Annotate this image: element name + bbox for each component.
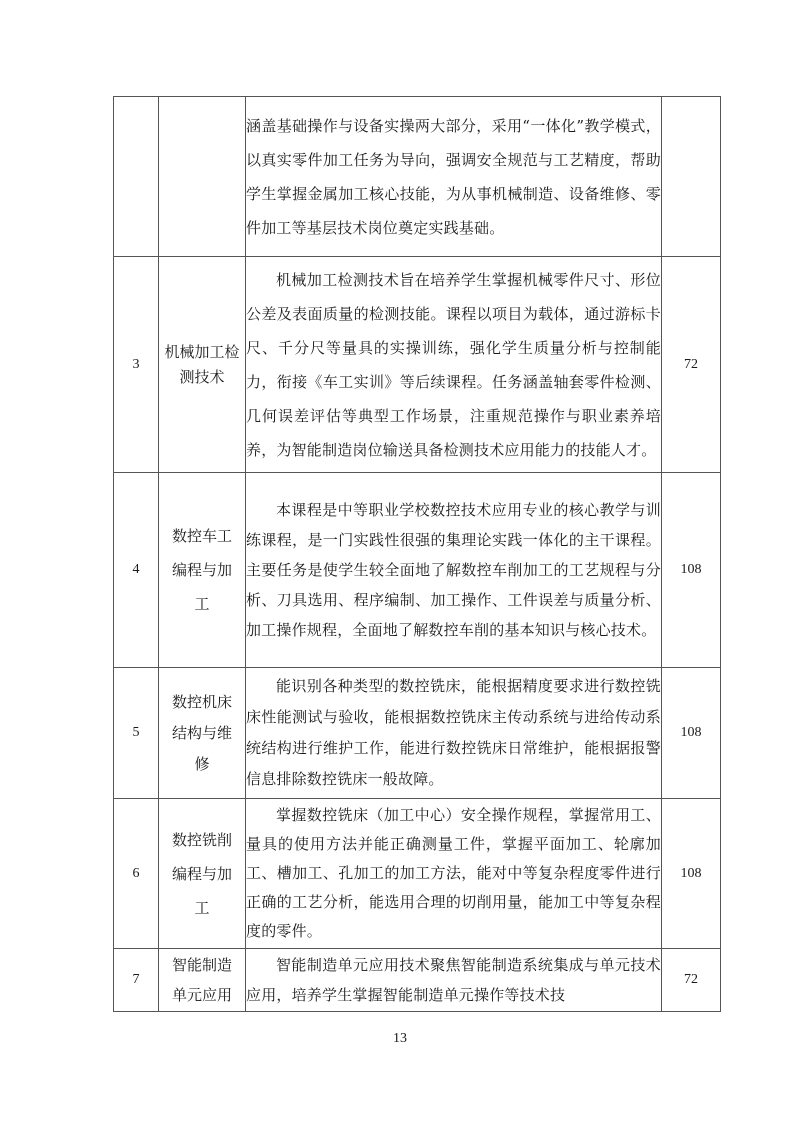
table-row (114, 97, 721, 257)
table-row (114, 668, 721, 799)
page-number: 13 (393, 1031, 407, 1046)
course-number-cell: 4 (114, 473, 159, 668)
course-table (113, 96, 721, 1012)
course-hours-cell: 108 (662, 473, 721, 668)
course-name: 数控车工编程与加工 (171, 527, 232, 613)
course-description: 涵盖基础操作与设备实操两大部分，采用“一体化”教学模式，以真实零件加工任务为导向，强调安全规范与工艺精度，帮助学生掌握金属加工核心技能，为从事机械制造、设备维修、零件加工等基层技术岗位奠定实践基础。 (246, 116, 661, 237)
course-description-cell (246, 97, 662, 257)
course-description: 本课程是中等职业学校数控技术应用专业的核心教学与训练课程，是一门实践性很强的集理论实践一体化的主干课程。主要任务是使学生较全面地了解数控车削加工的工艺规程与分析、刀具选用、程序编制、加工操作、工件误差与质量分析、加工操作规程，全面地了解数控车削的基本知识与核心技术。 (246, 501, 661, 639)
course-number-cell (114, 97, 159, 257)
table-row (114, 949, 721, 1012)
table-row (114, 799, 721, 949)
table-row (114, 473, 721, 668)
course-description: 能识别各种类型的数控铣床，能根据精度要求进行数控铣床性能测试与验收，能根据数控铣床主传动系统与进给传动系统结构进行维护工作，能进行数控铣床日常维护，能根据报警信息排除数控铣床一般故障。 (246, 677, 661, 788)
course-description: 智能制造单元应用技术聚焦智能制造系统集成与单元技术应用，培养学生掌握智能制造单元操作等技术技 (246, 956, 661, 1004)
course-name-cell (159, 799, 246, 949)
course-description-cell (246, 473, 662, 668)
course-hours-cell: 72 (662, 257, 721, 473)
course-number-cell: 6 (114, 799, 159, 949)
course-name: 数控机床结构与维修 (171, 692, 232, 773)
course-name-cell (159, 668, 246, 799)
course-name: 机械加工检测技术 (164, 342, 240, 386)
course-hours-cell: 108 (662, 799, 721, 949)
course-number-cell: 7 (114, 949, 159, 1012)
table-row (114, 257, 721, 473)
course-number-cell: 5 (114, 668, 159, 799)
course-number-cell: 3 (114, 257, 159, 473)
course-name: 智能制造单元应用 (171, 956, 232, 1004)
course-description: 掌握数控铣床（加工中心）安全操作规程，掌握常用工、量具的使用方法并能正确测量工件，掌握平面加工、轮廓加工、槽加工、孔加工的加工方法，能对中等复杂程度零件进行正确的工艺分析，能选用合理的切削用量，能加工中等复杂程度的零件。 (246, 806, 661, 940)
course-description-cell (246, 949, 662, 1012)
course-name-cell (159, 97, 246, 257)
course-name-cell (159, 473, 246, 668)
course-description-cell (246, 668, 662, 799)
course-description: 机械加工检测技术旨在培养学生掌握机械零件尺寸、形位公差及表面质量的检测技能。课程以项目为载体，通过游标卡尺、千分尺等量具的实操训练，强化学生质量分析与控制能力，衔接《车工实训》等后续课程。任务涵盖轴套零件检测、几何误差评估等典型工作场景，注重规范操作与职业素养培养，为智能制造岗位输送具备检测技术应用能力的技能人才。 (246, 270, 661, 459)
course-name-cell (159, 949, 246, 1012)
course-name: 数控铣削编程与加工 (171, 830, 232, 917)
course-hours-cell: 108 (662, 668, 721, 799)
course-hours-cell (662, 97, 721, 257)
course-description-cell (246, 799, 662, 949)
course-hours-cell: 72 (662, 949, 721, 1012)
course-name-cell (159, 257, 246, 473)
course-description-cell (246, 257, 662, 473)
